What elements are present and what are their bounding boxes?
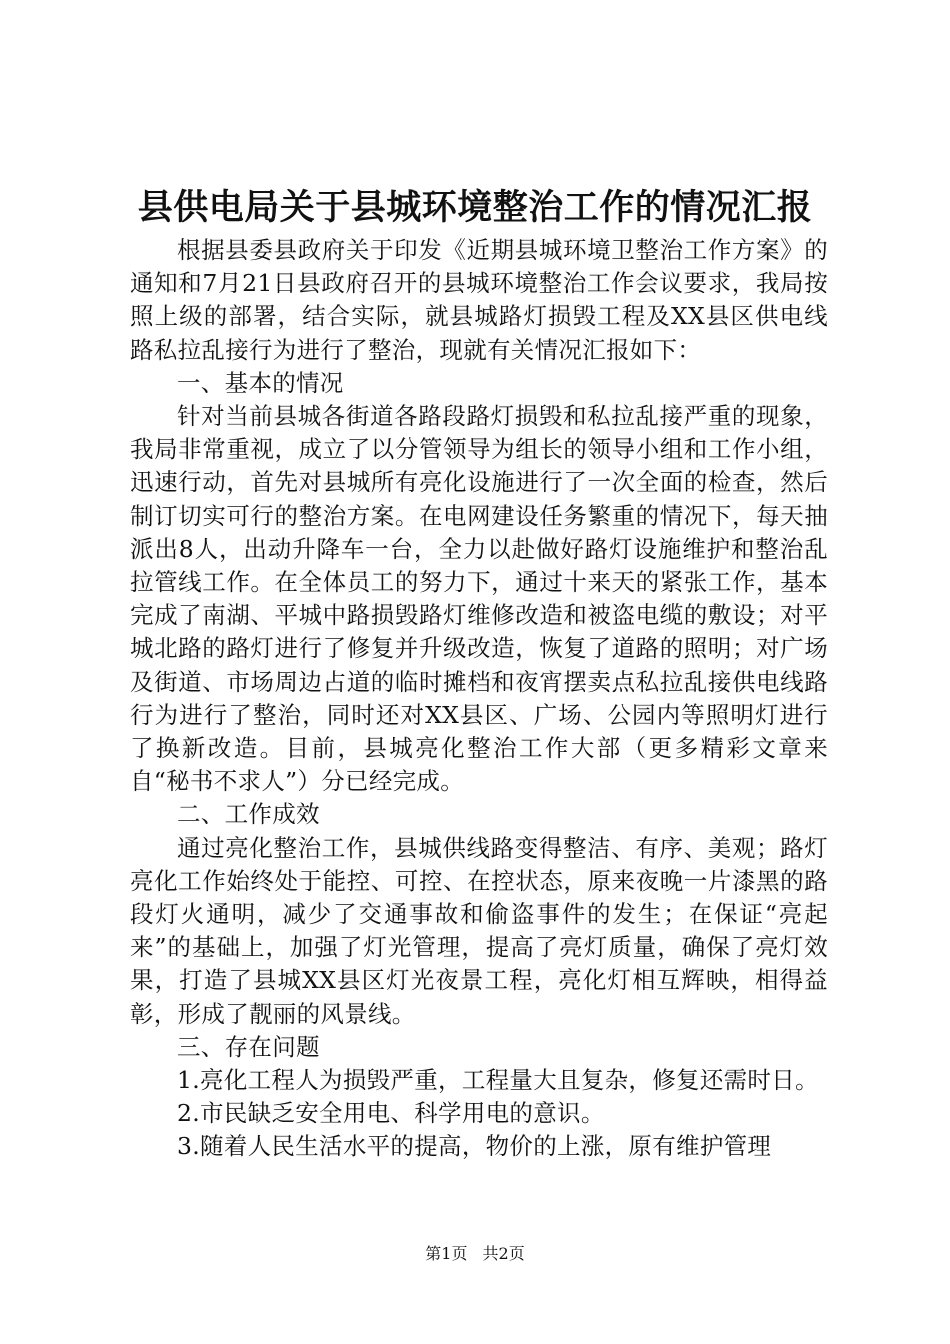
page-total: 共2页 bbox=[482, 1244, 525, 1263]
page-footer bbox=[0, 1243, 950, 1265]
intro-paragraph: 根据县委县政府关于印发《近期县城环境卫整治工作方案》的通知和7月21日县政府召开的县城环境整治工作会议要求，我局按照上级的部署，结合实际，就县城路灯损毁工程及XX县区供电线路私拉乱接行为进行了整治，现就有关情况汇报如下： bbox=[130, 236, 828, 364]
section-heading-problems: 三、存在问题 bbox=[177, 1032, 320, 1061]
problem-item-1: 1.亮化工程人为损毁严重，工程量大且复杂，修复还需时日。 bbox=[177, 1066, 819, 1095]
section-heading-results: 二、工作成效 bbox=[177, 800, 320, 829]
section-heading-basic-situation: 一、基本的情况 bbox=[177, 368, 344, 397]
results-paragraph: 通过亮化整治工作，县城供线路变得整洁、有序、美观；路灯亮化工作始终处于能控、可控、在控状态，原来夜晚一片漆黑的路段灯火通明，减少了交通事故和偷盗事件的发生；在保证“亮起来”的基础上，加强了灯光管理，提高了亮灯质量，确保了亮灯效果，打造了县城XX县区灯光夜景工程，亮化灯相互辉映，相得益彰，形成了靓丽的风景线。 bbox=[130, 833, 828, 1028]
document-title: 县供电局关于县城环境整治工作的情况汇报 bbox=[137, 187, 813, 228]
basic-situation-paragraph: 针对当前县城各街道各路段路灯损毁和私拉乱接严重的现象，我局非常重视，成立了以分管领导为组长的领导小组和工作小组，迅速行动，首先对县城所有亮化设施进行了一次全面的检查，然后制订切实可行的整治方案。在电网建设任务繁重的情况下，每天抽派出8人，出动升降车一台，全力以赴做好路灯设施维护和整治乱拉管线工作。在全体员工的努力下，通过十来天的紧张工作，基本完成了南湖、平城中路损毁路灯维修改造和被盗电缆的敷设；对平城北路的路灯进行了修复并升级改造，恢复了道路的照明；对广场及街道、市场周边占道的临时摊档和夜宵摆卖点私拉乱接供电线路行为进行了整治，同时还对XX县区、广场、公园内等照明灯进行了换新改造。目前，县城亮化整治工作大部（更多精彩文章来自“秘书不求人”）分已经完成。 bbox=[130, 402, 828, 796]
page-number: 第1页 bbox=[425, 1244, 468, 1263]
problem-item-2: 2.市民缺乏安全用电、科学用电的意识。 bbox=[177, 1099, 605, 1128]
document-body bbox=[130, 234, 828, 1164]
problem-item-3: 3.随着人民生活水平的提高，物价的上涨，原有维护管理 bbox=[177, 1132, 772, 1161]
